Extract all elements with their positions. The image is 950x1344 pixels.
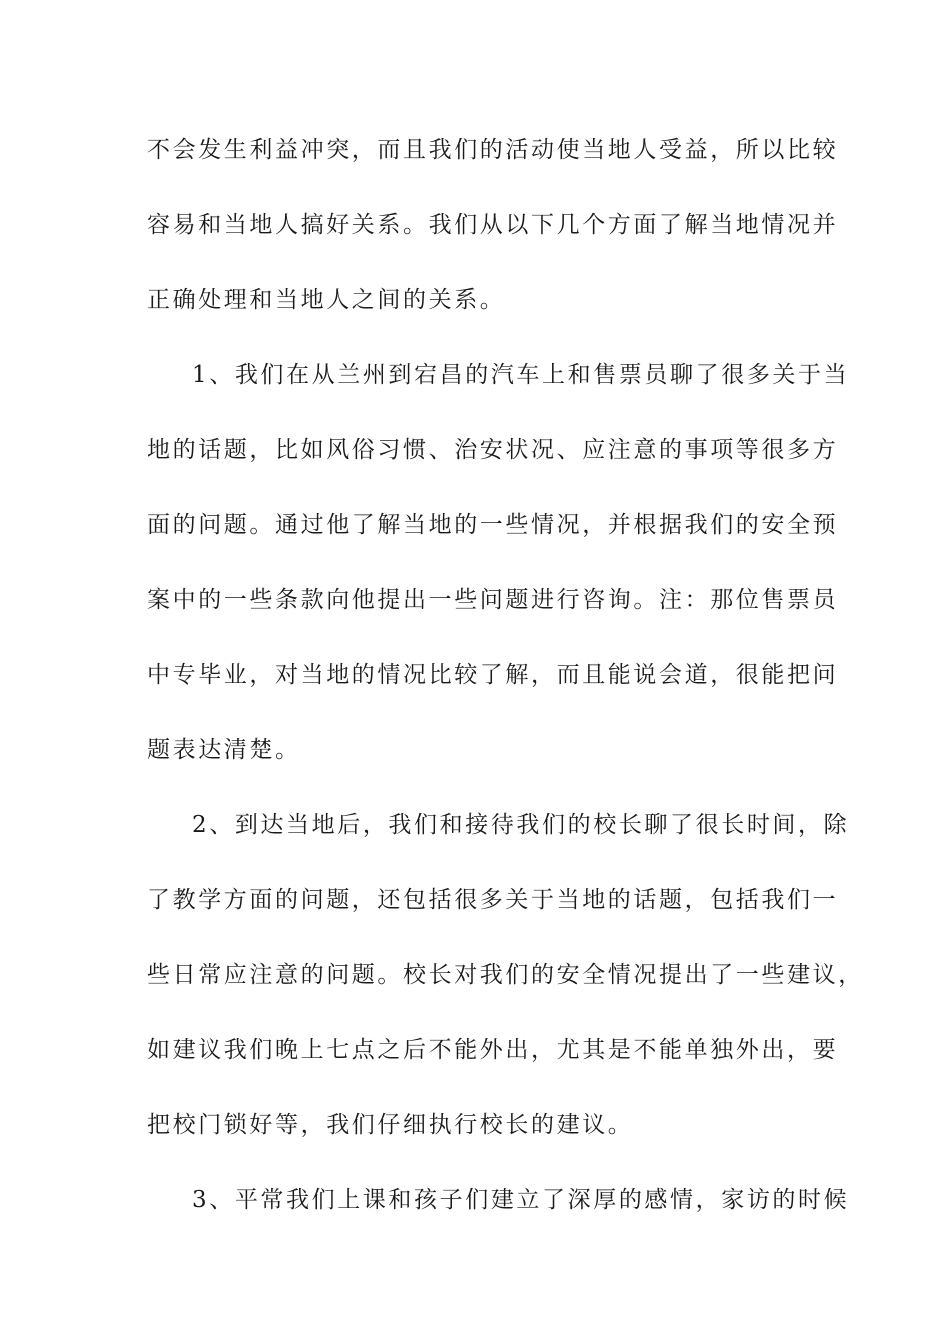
text-line: 了教学方面的问题，还包括很多关于当地的话题，包括我们一 [147, 887, 839, 913]
text-line: 如建议我们晚上七点之后不能外出，尤其是不能单独外出，要 [147, 1037, 839, 1063]
paragraph-2-start: 2、到达当地后，我们和接待我们的校长聊了很长时间，除 [192, 812, 850, 838]
paragraph-1-start: 1、我们在从兰州到宕昌的汽车上和售票员聊了很多关于当 [192, 362, 850, 388]
text-line: 中专毕业，对当地的情况比较了解，而且能说会道，很能把问 [147, 662, 839, 688]
text-line: 面的问题。通过他了解当地的一些情况，并根据我们的安全预 [147, 512, 839, 538]
text-line: 把校门锁好等，我们仔细执行校长的建议。 [147, 1112, 634, 1138]
text-line: 正确处理和当地人之间的关系。 [147, 287, 506, 313]
text-line: 案中的一些条款向他提出一些问题进行咨询。注：那位售票员 [147, 587, 839, 613]
text-line: 容易和当地人搞好关系。我们从以下几个方面了解当地情况并 [147, 212, 839, 238]
text-line: 题表达清楚。 [147, 737, 301, 763]
text-line: 些日常应注意的问题。校长对我们的安全情况提出了一些建议， [147, 962, 864, 988]
text-line: 不会发生利益冲突，而且我们的活动使当地人受益，所以比较 [147, 137, 839, 163]
text-line: 地的话题，比如风俗习惯、治安状况、应注意的事项等很多方 [147, 437, 839, 463]
paragraph-3-start: 3、平常我们上课和孩子们建立了深厚的感情，家访的时候 [192, 1187, 850, 1213]
